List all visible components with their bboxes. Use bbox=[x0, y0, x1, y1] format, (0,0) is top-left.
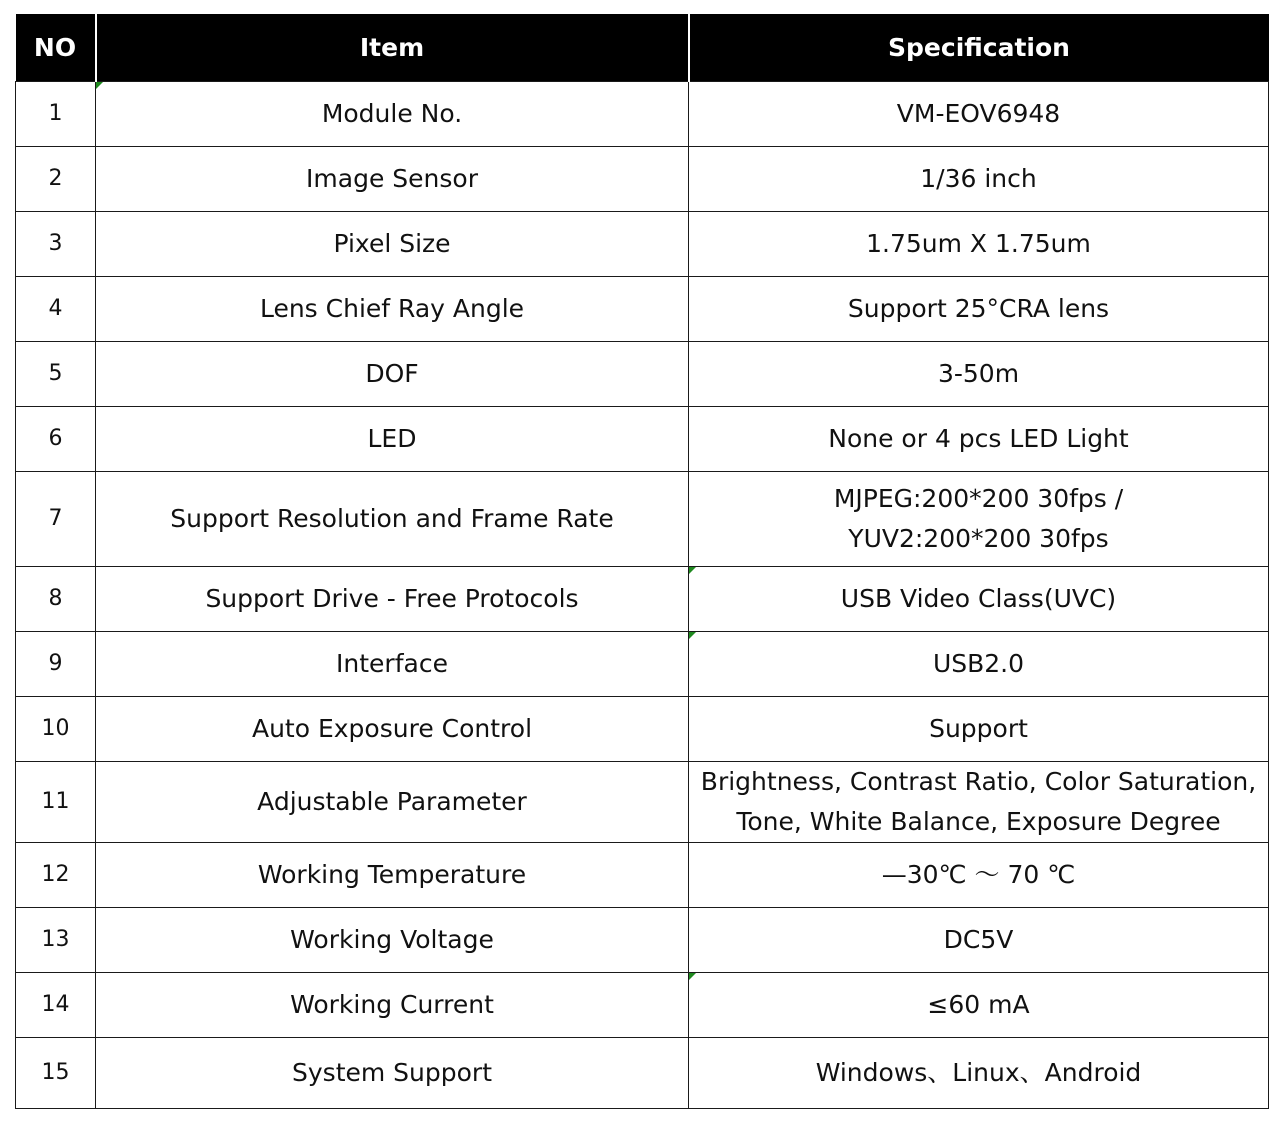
row-number: 2 bbox=[16, 147, 96, 212]
spec-line: 1.75um X 1.75um bbox=[866, 229, 1091, 258]
table-row bbox=[16, 212, 1269, 277]
row-number: 13 bbox=[16, 908, 96, 973]
spec-cell bbox=[689, 1038, 1269, 1109]
header-no: NO bbox=[16, 14, 96, 82]
item-cell: Support Resolution and Frame Rate bbox=[96, 472, 689, 567]
spec-line: USB Video Class(UVC) bbox=[840, 584, 1117, 613]
row-number: 4 bbox=[16, 277, 96, 342]
row-number: 7 bbox=[16, 472, 96, 567]
spec-line: ≤60 mA bbox=[927, 990, 1030, 1019]
table-row bbox=[16, 632, 1269, 697]
row-number: 3 bbox=[16, 212, 96, 277]
spec-line: None or 4 pcs LED Light bbox=[828, 424, 1129, 453]
spec-cell bbox=[689, 472, 1269, 567]
row-number: 11 bbox=[16, 762, 96, 843]
spec-cell bbox=[689, 147, 1269, 212]
spec-cell bbox=[689, 843, 1269, 908]
spec-cell bbox=[689, 697, 1269, 762]
spec-line: USB2.0 bbox=[932, 649, 1025, 678]
table-row bbox=[16, 762, 1269, 843]
item-cell: LED bbox=[96, 407, 689, 472]
row-number: 9 bbox=[16, 632, 96, 697]
table-row bbox=[16, 1038, 1269, 1109]
item-cell: Support Drive - Free Protocols bbox=[96, 567, 689, 632]
spec-line: DC5V bbox=[943, 925, 1014, 954]
spec-cell bbox=[689, 212, 1269, 277]
item-cell: DOF bbox=[96, 342, 689, 407]
row-number: 15 bbox=[16, 1038, 96, 1109]
row-number: 1 bbox=[16, 82, 96, 147]
header-row bbox=[16, 14, 1269, 82]
item-cell: Working Temperature bbox=[96, 843, 689, 908]
spec-line: Windows、Linux、Android bbox=[815, 1058, 1142, 1087]
spec-line: Support bbox=[929, 714, 1028, 743]
table-row bbox=[16, 82, 1269, 147]
spec-cell bbox=[689, 762, 1269, 843]
item-cell: System Support bbox=[96, 1038, 689, 1109]
header-specification: Specification bbox=[689, 14, 1269, 82]
item-cell: Lens Chief Ray Angle bbox=[96, 277, 689, 342]
row-number: 12 bbox=[16, 843, 96, 908]
spec-line: YUV2:200*200 30fps bbox=[848, 524, 1109, 553]
spec-line: 1/36 inch bbox=[920, 164, 1037, 193]
row-number: 5 bbox=[16, 342, 96, 407]
spec-cell bbox=[689, 908, 1269, 973]
spec-cell bbox=[689, 82, 1269, 147]
spec-cell bbox=[689, 407, 1269, 472]
table-row bbox=[16, 407, 1269, 472]
spec-cell bbox=[689, 567, 1269, 632]
item-cell: Image Sensor bbox=[96, 147, 689, 212]
item-cell: Working Current bbox=[96, 973, 689, 1038]
item-cell: Working Voltage bbox=[96, 908, 689, 973]
item-cell: Interface bbox=[96, 632, 689, 697]
spec-line: Tone, White Balance, Exposure Degree bbox=[736, 807, 1221, 836]
item-cell: Module No. bbox=[96, 82, 689, 147]
table-row bbox=[16, 697, 1269, 762]
spec-cell bbox=[689, 277, 1269, 342]
table-row bbox=[16, 973, 1269, 1038]
spec-cell bbox=[689, 632, 1269, 697]
table-row bbox=[16, 277, 1269, 342]
table-row bbox=[16, 908, 1269, 973]
item-cell: Adjustable Parameter bbox=[96, 762, 689, 843]
row-number: 8 bbox=[16, 567, 96, 632]
table-row bbox=[16, 567, 1269, 632]
table-body bbox=[16, 82, 1269, 1109]
row-number: 6 bbox=[16, 407, 96, 472]
specification-table bbox=[15, 14, 1269, 1109]
item-cell: Pixel Size bbox=[96, 212, 689, 277]
spec-line: 3-50m bbox=[937, 359, 1020, 388]
table-header bbox=[16, 14, 1269, 82]
spec-cell bbox=[689, 973, 1269, 1038]
table-row bbox=[16, 147, 1269, 212]
spec-line: Brightness, Contrast Ratio, Color Saturation, bbox=[700, 767, 1257, 796]
spec-line: —30℃ ～ 70 ℃ bbox=[881, 860, 1076, 889]
table-row bbox=[16, 843, 1269, 908]
table-row bbox=[16, 342, 1269, 407]
spec-line: Support 25°CRA lens bbox=[847, 294, 1110, 323]
spec-line: VM-EOV6948 bbox=[896, 99, 1061, 128]
row-number: 14 bbox=[16, 973, 96, 1038]
row-number: 10 bbox=[16, 697, 96, 762]
item-cell: Auto Exposure Control bbox=[96, 697, 689, 762]
table-row bbox=[16, 472, 1269, 567]
spec-cell bbox=[689, 342, 1269, 407]
header-item: Item bbox=[96, 14, 689, 82]
spec-line: MJPEG:200*200 30fps / bbox=[833, 484, 1124, 513]
